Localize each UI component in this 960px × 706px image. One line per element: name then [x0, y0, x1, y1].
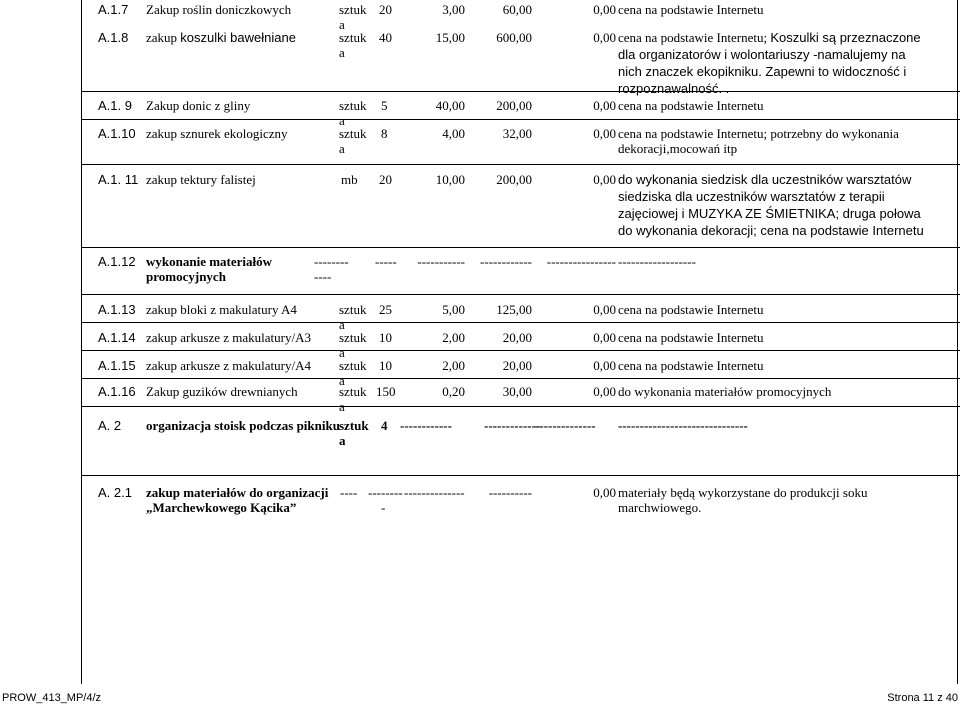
item-total: ----------	[488, 485, 532, 500]
item-qty-cont: -	[381, 500, 386, 515]
item-unit-cont: ----	[314, 269, 332, 284]
item-price: --------------	[404, 485, 465, 500]
item-id: A.1.15	[98, 358, 136, 373]
row-divider	[82, 378, 960, 379]
item-unit: sztuk	[339, 358, 367, 373]
item-name: zakup tektury falistej	[146, 172, 256, 187]
item-unit: sztuk	[339, 30, 367, 45]
item-name	[146, 30, 296, 45]
item-name: Zakup donic z gliny	[146, 98, 251, 113]
item-own: 0,00	[593, 358, 616, 373]
row-divider	[82, 294, 960, 295]
item-notes-line4: do wykonania dekoracji; cena na podstawie Internetu	[618, 223, 924, 238]
footer-page-number: Strona 11 z 40	[887, 692, 958, 704]
item-price: 0,20	[442, 384, 465, 399]
item-own: 0,00	[593, 126, 616, 141]
item-name-sans: koszulki bawełniane	[180, 30, 296, 45]
item-notes-line2: dekoracji,mocowań itp	[618, 141, 738, 156]
item-qty: 10	[379, 358, 392, 373]
item-own: --------------	[535, 418, 596, 433]
item-unit: sztuk	[339, 126, 367, 141]
item-total: 30,00	[502, 384, 532, 399]
item-qty: -----	[375, 254, 397, 269]
item-total: 600,00	[496, 30, 532, 45]
item-unit-cont: a	[339, 433, 346, 448]
item-own: 0,00	[593, 30, 616, 45]
item-name: Zakup guzików drewnianych	[146, 384, 298, 399]
item-qty: --------	[368, 485, 403, 500]
item-name: Zakup roślin doniczkowych	[146, 2, 292, 17]
item-qty: 20	[379, 172, 392, 187]
row-divider	[82, 119, 960, 120]
item-name-line2: „Marchewkowego Kącika”	[146, 500, 297, 515]
item-name-line2: promocyjnych	[146, 269, 226, 284]
item-qty: 10	[379, 330, 392, 345]
item-total: ------------	[480, 254, 532, 269]
item-price: 4,00	[442, 126, 465, 141]
item-own: 0,00	[593, 302, 616, 317]
item-price: 10,00	[435, 172, 465, 187]
item-total: -------------	[484, 418, 541, 433]
item-qty: 20	[379, 2, 392, 17]
item-id: A. 2	[98, 418, 122, 433]
item-unit-cont: a	[339, 113, 345, 128]
item-unit-cont: a	[339, 373, 345, 388]
item-own: 0,00	[593, 485, 616, 500]
item-unit-cont: a	[339, 345, 345, 360]
item-notes-line1: cena na podstawie Internetu; potrzebny do wykonania	[618, 126, 899, 141]
item-id: A.1.10	[98, 126, 136, 141]
item-notes-line1: materiały będą wykorzystane do produkcji soku	[618, 485, 868, 500]
item-qty: 4	[381, 418, 388, 433]
item-notes: do wykonania materiałów promocyjnych	[618, 384, 832, 399]
item-id: A.1.12	[98, 254, 136, 269]
item-id: A.1. 11	[98, 172, 139, 187]
item-unit: ----	[340, 485, 358, 500]
row-divider	[82, 350, 960, 351]
item-unit: sztuk	[339, 302, 367, 317]
row-divider	[82, 406, 960, 407]
item-unit: --------	[314, 254, 349, 269]
item-price: ------------	[400, 418, 452, 433]
item-total: 20,00	[502, 330, 532, 345]
item-id: A.1. 9	[98, 98, 132, 113]
item-notes: cena na podstawie Internetu	[618, 330, 764, 345]
item-total: 20,00	[502, 358, 532, 373]
row-divider	[82, 247, 960, 248]
item-own: 0,00	[593, 330, 616, 345]
item-price: 5,00	[442, 302, 465, 317]
item-price: 2,00	[442, 358, 465, 373]
item-notes-line4: rozpoznawalność. .	[618, 81, 730, 96]
item-id: A.1.7	[98, 2, 129, 17]
item-id: A.1.16	[98, 384, 136, 399]
item-unit: sztuk	[339, 330, 367, 345]
item-notes: ------------------	[618, 254, 696, 269]
item-unit-cont: a	[339, 399, 345, 414]
item-name: organizacja stoisk podczas pikniku	[146, 418, 340, 433]
item-total: 60,00	[502, 2, 532, 17]
item-notes-line2: marchwiowego.	[618, 500, 702, 515]
item-unit-cont: a	[339, 17, 345, 32]
row-divider	[82, 164, 960, 165]
item-total: 125,00	[496, 302, 532, 317]
item-notes: cena na podstawie Internetu	[618, 98, 764, 113]
item-id: A.1.13	[98, 302, 136, 317]
item-notes: cena na podstawie Internetu	[618, 302, 764, 317]
item-qty: 25	[379, 302, 392, 317]
row-divider	[82, 475, 960, 476]
item-price: -----------	[417, 254, 465, 269]
item-unit: mb	[341, 172, 358, 187]
row-divider	[82, 91, 960, 92]
item-qty: 5	[381, 98, 388, 113]
item-notes: ------------------------------	[618, 418, 748, 433]
item-unit-cont: a	[339, 45, 345, 60]
item-own: 0,00	[593, 172, 616, 187]
item-notes-line1	[618, 30, 921, 45]
item-qty: 150	[376, 384, 396, 399]
item-notes-line2: dla organizatorów i wolontariuszy -namalujemy na	[618, 47, 906, 62]
item-id: A. 2.1	[98, 485, 132, 500]
item-unit: sztuk	[339, 418, 369, 433]
item-price: 15,00	[435, 30, 465, 45]
item-total: 32,00	[502, 126, 532, 141]
item-unit: sztuk	[339, 384, 367, 399]
item-qty: 8	[381, 126, 388, 141]
item-price: 3,00	[442, 2, 465, 17]
item-price: 2,00	[442, 330, 465, 345]
item-id: A.1.8	[98, 30, 129, 45]
table-border-right	[957, 0, 958, 684]
item-name: zakup arkusze z makulatury/A3	[146, 330, 311, 345]
row-divider	[82, 322, 960, 323]
table-border-left	[81, 0, 82, 684]
item-notes-line3: nich znaczek ekopikniku. Zapewni to widoczność i	[618, 64, 907, 79]
item-notes: cena na podstawie Internetu	[618, 358, 764, 373]
item-notes-sans: Koszulki są przeznaczone	[770, 30, 921, 45]
item-notes-line2: siedziska dla uczestników warsztatów z terapii	[618, 189, 885, 204]
item-name: zakup sznurek ekologiczny	[146, 126, 288, 141]
item-notes-serif: cena na podstawie Internetu;	[618, 30, 771, 45]
item-total: 200,00	[496, 172, 532, 187]
item-total: 200,00	[496, 98, 532, 113]
item-notes-line1: do wykonania siedzisk dla uczestników warsztatów	[618, 172, 912, 187]
item-name-prefix: zakup	[146, 30, 181, 45]
item-id: A.1.14	[98, 330, 136, 345]
item-own: 0,00	[593, 384, 616, 399]
item-name: zakup arkusze z makulatury/A4	[146, 358, 311, 373]
item-unit-cont: a	[339, 141, 345, 156]
item-unit: sztuk	[339, 2, 367, 17]
item-qty: 40	[379, 30, 392, 45]
item-notes: cena na podstawie Internetu	[618, 2, 764, 17]
item-own: ----------------	[546, 254, 616, 269]
item-price: 40,00	[435, 98, 465, 113]
footer-document-code: PROW_413_MP/4/z	[2, 692, 102, 704]
item-unit: sztuk	[339, 98, 367, 113]
item-unit-cont: a	[339, 317, 345, 332]
item-name: zakup bloki z makulatury A4	[146, 302, 297, 317]
item-own: 0,00	[593, 2, 616, 17]
item-notes-line3: zajęciowej i MUZYKA ZE ŚMIETNIKA; druga połowa	[618, 206, 921, 221]
item-own: 0,00	[593, 98, 616, 113]
item-name-line1: wykonanie materiałów	[146, 254, 273, 269]
item-name-line1: zakup materiałów do organizacji	[146, 485, 329, 500]
